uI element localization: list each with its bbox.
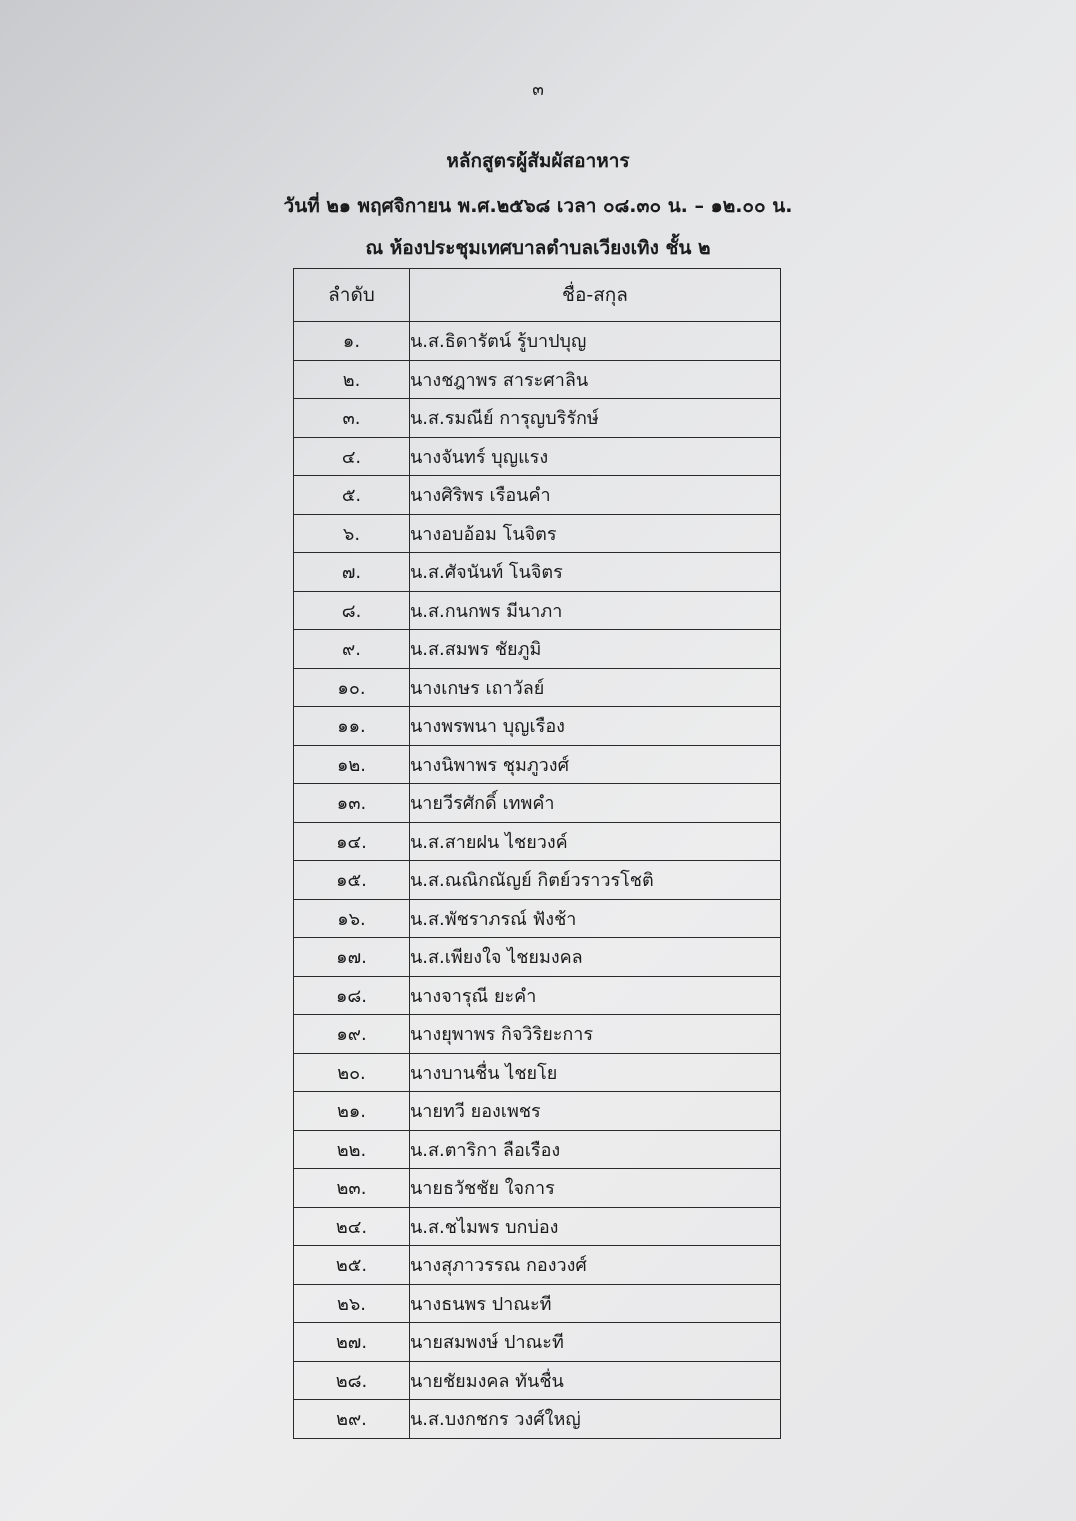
attendee-name: น.ส.เพียงใจ ไชยมงคล [410, 938, 781, 977]
row-number: ๗. [294, 553, 410, 592]
row-number: ๒. [294, 360, 410, 399]
attendee-name: น.ส.ณณิกณัญย์ กิตย์วราวรโชติ [410, 861, 781, 900]
row-number: ๒๓. [294, 1169, 410, 1208]
attendee-name: นางสุภาวรรณ กองวงศ์ [410, 1246, 781, 1285]
table-row [294, 437, 781, 476]
attendee-name: น.ส.ศัจนันท์ โนจิตร [410, 553, 781, 592]
table-row [294, 1207, 781, 1246]
attendee-name: น.ส.กนกพร มีนาภา [410, 591, 781, 630]
table-row [294, 938, 781, 977]
attendee-name: นางนิพาพร ชุมภูวงศ์ [410, 745, 781, 784]
attendee-name: นายชัยมงคล ทันชื่น [410, 1361, 781, 1400]
table-row [294, 976, 781, 1015]
attendee-name: นางอบอ้อม โนจิตร [410, 514, 781, 553]
table-header-row [294, 269, 781, 322]
row-number: ๖. [294, 514, 410, 553]
table-row [294, 322, 781, 361]
table-row [294, 1284, 781, 1323]
table-row [294, 899, 781, 938]
table-row [294, 784, 781, 823]
row-number: ๒๕. [294, 1246, 410, 1285]
column-header-name: ชื่อ-สกุล [410, 269, 781, 322]
attendee-name: นายธวัชชัย ใจการ [410, 1169, 781, 1208]
attendee-name: นางจันทร์ บุญแรง [410, 437, 781, 476]
attendee-name: น.ส.สายฝน ไชยวงค์ [410, 822, 781, 861]
row-number: ๔. [294, 437, 410, 476]
table-row [294, 861, 781, 900]
attendee-name: น.ส.สมพร ชัยภูมิ [410, 630, 781, 669]
row-number: ๑๕. [294, 861, 410, 900]
attendee-table [293, 268, 781, 1439]
table-row [294, 399, 781, 438]
table-row [294, 707, 781, 746]
attendee-name: นางเกษร เถาวัลย์ [410, 668, 781, 707]
row-number: ๑๔. [294, 822, 410, 861]
row-number: ๑๑. [294, 707, 410, 746]
attendee-name: นายวีรศักดิ์ เทพคำ [410, 784, 781, 823]
table-row [294, 1361, 781, 1400]
row-number: ๙. [294, 630, 410, 669]
row-number: ๓. [294, 399, 410, 438]
table-row [294, 630, 781, 669]
table-row [294, 745, 781, 784]
row-number: ๑๖. [294, 899, 410, 938]
row-number: ๕. [294, 476, 410, 515]
table-row [294, 1246, 781, 1285]
attendee-name: นางบานชื่น ไชยโย [410, 1053, 781, 1092]
table-row [294, 1053, 781, 1092]
attendee-name: นางศิริพร เรือนคำ [410, 476, 781, 515]
attendee-name: นายสมพงษ์ ปาณะที [410, 1323, 781, 1362]
attendee-name: น.ส.ชไมพร บกบ่อง [410, 1207, 781, 1246]
table-row [294, 1400, 781, 1439]
table-row [294, 1130, 781, 1169]
date-time-line: วันที่ ๒๑ พฤศจิกายน พ.ศ.๒๕๖๘ เวลา ๐๘.๓๐ น. – ๑๒.๐๐ น. [283, 195, 793, 217]
row-number: ๘. [294, 591, 410, 630]
table-row [294, 1323, 781, 1362]
table-row [294, 476, 781, 515]
table-row [294, 1092, 781, 1131]
row-number: ๒๐. [294, 1053, 410, 1092]
attendee-name: น.ส.ธิดารัตน์ รู้บาปบุญ [410, 322, 781, 361]
row-number: ๒๒. [294, 1130, 410, 1169]
row-number: ๒๘. [294, 1361, 410, 1400]
row-number: ๒๑. [294, 1092, 410, 1131]
attendee-name: น.ส.บงกชกร วงศ์ใหญ่ [410, 1400, 781, 1439]
attendee-name: น.ส.พัชราภรณ์ ฟังช้า [410, 899, 781, 938]
table-row [294, 553, 781, 592]
row-number: ๑๒. [294, 745, 410, 784]
venue-line: ณ ห้องประชุมเทศบาลตำบลเวียงเทิง ชั้น ๒ [365, 237, 711, 259]
row-number: ๑๐. [294, 668, 410, 707]
table-body [294, 322, 781, 1439]
row-number: ๒๖. [294, 1284, 410, 1323]
row-number: ๒๗. [294, 1323, 410, 1362]
column-header-order: ลำดับ [294, 269, 410, 322]
table-row [294, 1015, 781, 1054]
attendee-name: นายทวี ยองเพชร [410, 1092, 781, 1131]
row-number: ๑. [294, 322, 410, 361]
row-number: ๒๔. [294, 1207, 410, 1246]
table-row [294, 1169, 781, 1208]
row-number: ๑๙. [294, 1015, 410, 1054]
attendee-name: นางธนพร ปาณะที [410, 1284, 781, 1323]
table-row [294, 822, 781, 861]
table-row [294, 514, 781, 553]
attendee-name: นางยุพาพร กิจวิริยะการ [410, 1015, 781, 1054]
attendee-name: นางชฎาพร สาระศาลิน [410, 360, 781, 399]
table-row [294, 591, 781, 630]
page-number: ๓ [532, 80, 544, 100]
course-title: หลักสูตรผู้สัมผัสอาหาร [446, 150, 630, 172]
attendee-name: น.ส.ตาริกา ลือเรือง [410, 1130, 781, 1169]
attendee-name: นางพรพนา บุญเรือง [410, 707, 781, 746]
row-number: ๒๙. [294, 1400, 410, 1439]
attendee-name: น.ส.รมณีย์ การุญบริรักษ์ [410, 399, 781, 438]
attendee-name: นางจารุณี ยะคำ [410, 976, 781, 1015]
row-number: ๑๗. [294, 938, 410, 977]
table-row [294, 360, 781, 399]
table-row [294, 668, 781, 707]
row-number: ๑๓. [294, 784, 410, 823]
row-number: ๑๘. [294, 976, 410, 1015]
